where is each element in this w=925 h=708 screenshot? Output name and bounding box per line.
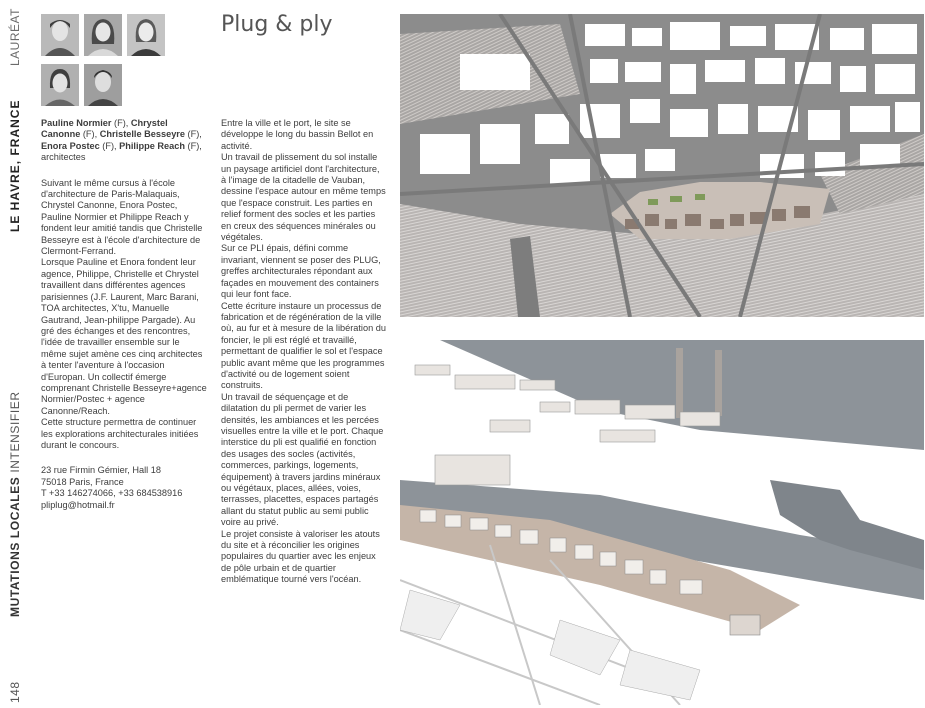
portrait-photo: [84, 64, 122, 106]
description-paragraph: Le projet consiste à valoriser les atouts du site et à réconcilier les origines populaires du quartier avec les enjeux de pôle urbain et de quartier emblématique tourné vers l'océan.: [221, 528, 380, 585]
bio-paragraph: Lorsque Pauline et Enora fondent leur agence, Philippe, Christelle et Chrystel travaillent dans différentes agences parisiennes (J.F. Laurent, Marc Barani, TOA architectes, X'tu, Manuelle Gautrand, Jean-philippe Pargade). Au gré des échanges et des rencontres, l'idée de travailler ensemble sur le même sujet amène ces cinq architectes à tenter l'aventure à l'occasion d'Europan. Un collectif émerge comprenant Christelle Besseyre+agence Normier/Postec + agence Canonne/Reach.: [41, 257, 207, 416]
author-country: (F), architectes: [41, 140, 202, 163]
project-title: Plug & ply: [221, 12, 333, 37]
portrait-photo: [41, 14, 79, 56]
bio-paragraph: Cette structure permettra de continuer les explorations architecturales initiées durant le concours.: [41, 417, 199, 450]
phone-line: T +33 146274066, +33 684538916: [41, 488, 183, 499]
email-line[interactable]: pliplug@hotmail.fr: [41, 499, 115, 510]
author-name: Chrystel Canonne: [41, 118, 168, 140]
theme-bold: MUTATIONS LOCALES: [8, 476, 22, 617]
portrait-photo: [41, 64, 79, 106]
project-description: [221, 118, 386, 586]
description-paragraph: Sur ce PLI épais, défini comme invariant, viennent se poser des PLUG, greffes architecturales répondant aux façades en mouvement des containers qui leur font face.: [221, 243, 381, 300]
theme-light: INTENSIFIER: [8, 391, 22, 477]
portrait-photo: [84, 14, 122, 56]
author-country: (F),: [99, 140, 120, 151]
author-list: [41, 118, 207, 164]
author-name: Pauline Normier: [41, 118, 112, 128]
author-name: Philippe Reach: [119, 140, 185, 151]
description-paragraph: Un travail de séquençage et de dilatation du pli permet de varier les densités, les ambiances et les percées visuelles entre la ville et le port. Chaque interstice du pli est qualifié en fonction des usages des socles (activités, commerces, parkings, logements, équipement) à travers jardins minéraux ou végétaux, places, allées, voies, terrasses, placettes, espaces partagés allant du statut public au semi public voire au privé.: [221, 391, 384, 528]
author-country: (F),: [185, 129, 202, 140]
description-paragraph: Cette écriture instaure un processus de fabrication et de régénération de la ville où, au fur et à mesure de la libération du foncier, le pli est réglé et travaillé, permettant de qualifier le sol et l'espace public avant même que les programmes d'activité ou de logement soient construits.: [221, 300, 386, 391]
address-line: 23 rue Firmin Gémier, Hall 18: [41, 465, 161, 476]
laureat-label: LAURÉAT: [8, 8, 22, 66]
address-line: 75018 Paris, France: [41, 476, 124, 487]
theme-label: [8, 391, 22, 617]
author-country: (F),: [80, 129, 100, 140]
contact-address: [41, 465, 207, 511]
author-name: Christelle Besseyre: [99, 129, 185, 140]
bio-paragraph: Suivant le même cursus à l'école d'architecture de Paris-Malaquais, Chrystel Canonne, Enora Postec, Pauline Normier et Philippe Reach y fondent leur amitié tandis que Christelle Besseyre est à l'école d'architecture de Clermont-Ferrand.: [41, 177, 203, 257]
page-number: 148: [8, 681, 22, 703]
team-photos: [41, 14, 166, 110]
portrait-photo: [127, 14, 165, 56]
description-paragraph: Entre la ville et le port, le site se développe le long du bassin Bellot en activité.: [221, 118, 374, 151]
author-name: Enora Postec: [41, 140, 100, 151]
city-label: LE HAVRE, FRANCE: [8, 99, 22, 232]
aerial-view-image: [400, 340, 924, 705]
description-paragraph: Un travail de plissement du sol installe un paysage artificiel dont l'architecture, à l'image de la citadelle de Vauban, dessine l'espace autour en même temps que l'espace construit. Les parties en relief forment des socles et les parties en creux des séquences minérales ou végétales.: [221, 152, 386, 243]
site-plan-image: [400, 14, 924, 317]
team-column: [41, 118, 207, 511]
author-country: (F),: [111, 118, 131, 128]
